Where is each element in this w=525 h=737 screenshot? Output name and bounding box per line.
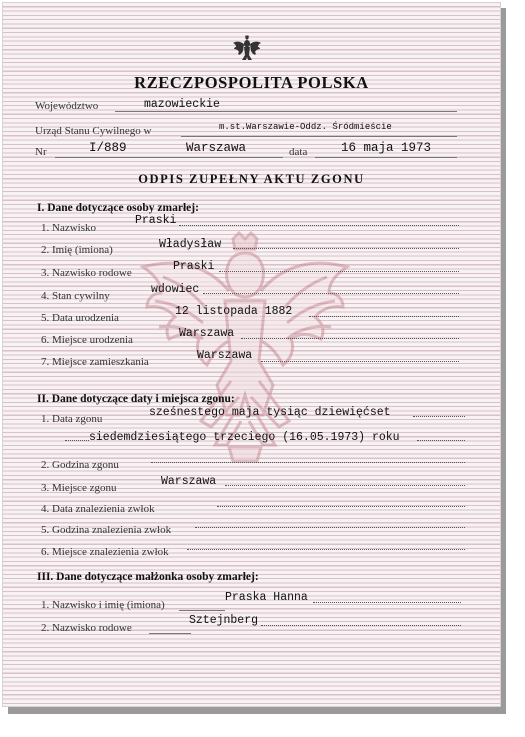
field-imie-label: 2. Imię (imiona) (41, 244, 113, 256)
field-data-zgonu-value: sześnestego maja tysiąc dziewięćset (149, 406, 391, 419)
field-stan-cywilny-label: 4. Stan cywilny (41, 290, 110, 302)
field-malzonek-nazwisko-rodowe-label: 2. Nazwisko rodowe (41, 622, 132, 634)
field-miejsce-znalezienia-label: 6. Miejsce znalezienia zwłok (41, 546, 169, 558)
dotted-fill (179, 225, 459, 226)
dotted-fill (241, 338, 459, 339)
urzad-value: m.st.Warszawie-Oddz. Śródmieście (219, 122, 392, 132)
section3-heading: III. Dane dotyczące małżonka osoby zmarłej: (37, 571, 259, 583)
field-godzina-znalezienia-label: 5. Godzina znalezienia zwłok (41, 524, 172, 536)
field-data-urodzenia-value: 12 listopada 1882 (175, 305, 293, 318)
field-malzonek-nazwisko-rodowe-value: Sztejnberg (189, 614, 259, 627)
death-certificate-page (2, 2, 501, 707)
field-miejsce-zgonu-label: 3. Miejsce zgonu (41, 482, 117, 494)
field-nazwisko-label: 1. Nazwisko (41, 222, 96, 234)
document-title: ODPIS ZUPEŁNY AKTU ZGONU (138, 172, 365, 186)
nr-label: Nr (35, 146, 47, 158)
field-godzina-zgonu-label: 2. Godzina zgonu (41, 459, 119, 471)
dotted-fill (413, 416, 465, 417)
field-imie-value: Władysław (159, 238, 222, 251)
dotted-fill (417, 440, 465, 441)
dotted-fill (65, 440, 89, 441)
underline-fill (179, 610, 225, 611)
dotted-fill (217, 506, 465, 507)
data-label: data (289, 146, 308, 158)
nr-line (55, 157, 283, 158)
field-miejsce-urodzenia-label: 6. Miejsce urodzenia (41, 334, 133, 346)
field-stan-cywilny-value: wdowiec (151, 283, 200, 296)
dotted-fill (219, 271, 459, 272)
section1-heading: I. Dane dotyczące osoby zmarłej: (37, 202, 199, 214)
date-line (315, 157, 457, 158)
field-nazwisko-rodowe-label: 3. Nazwisko rodowe (41, 267, 132, 279)
dotted-fill (195, 527, 465, 528)
place-value: Warszawa (186, 141, 247, 155)
dotted-fill (313, 602, 461, 603)
section2-heading: II. Dane dotyczące daty i miejsca zgonu: (37, 393, 235, 405)
dotted-fill (309, 316, 459, 317)
field-data-urodzenia-label: 5. Data urodzenia (41, 312, 119, 324)
field-malzonek-nazwisko-value: Praska Hanna (225, 591, 308, 604)
polish-eagle-emblem-icon (232, 33, 262, 65)
urzad-label: Urząd Stanu Cywilnego w (35, 125, 152, 137)
field-miejsce-zamieszkania-value: Warszawa (197, 349, 253, 362)
document-header-title: RZECZPOSPOLITA POLSKA (134, 73, 369, 92)
field-data-znalezienia-label: 4. Data znalezienia zwłok (41, 503, 155, 515)
wojewodztwo-label: Województwo (35, 100, 99, 112)
nr-value: I/889 (89, 141, 127, 155)
dotted-fill (151, 462, 465, 463)
dotted-fill (225, 485, 465, 486)
wojewodztwo-line (115, 111, 457, 112)
urzad-line (181, 136, 457, 137)
dotted-fill (233, 248, 459, 249)
dotted-fill (203, 293, 459, 294)
dotted-fill (261, 625, 461, 626)
field-data-zgonu-value-line2: siedemdziesiątego trzeciego (16.05.1973) roku (89, 431, 400, 444)
field-miejsce-zamieszkania-label: 7. Miejsce zamieszkania (41, 356, 149, 368)
date-value: 16 maja 1973 (341, 141, 432, 155)
field-miejsce-zgonu-value: Warszawa (161, 475, 217, 488)
underline-fill (149, 633, 191, 634)
field-nazwisko-value: Praski (135, 214, 177, 227)
field-malzonek-nazwisko-label: 1. Nazwisko i imię (imiona) (41, 599, 165, 611)
field-nazwisko-rodowe-value: Praski (173, 260, 215, 273)
wojewodztwo-value: mazowieckie (144, 98, 220, 111)
dotted-fill (187, 549, 465, 550)
field-miejsce-urodzenia-value: Warszawa (179, 327, 235, 340)
dotted-fill (261, 361, 459, 362)
field-data-zgonu-label: 1. Data zgonu (41, 413, 103, 425)
